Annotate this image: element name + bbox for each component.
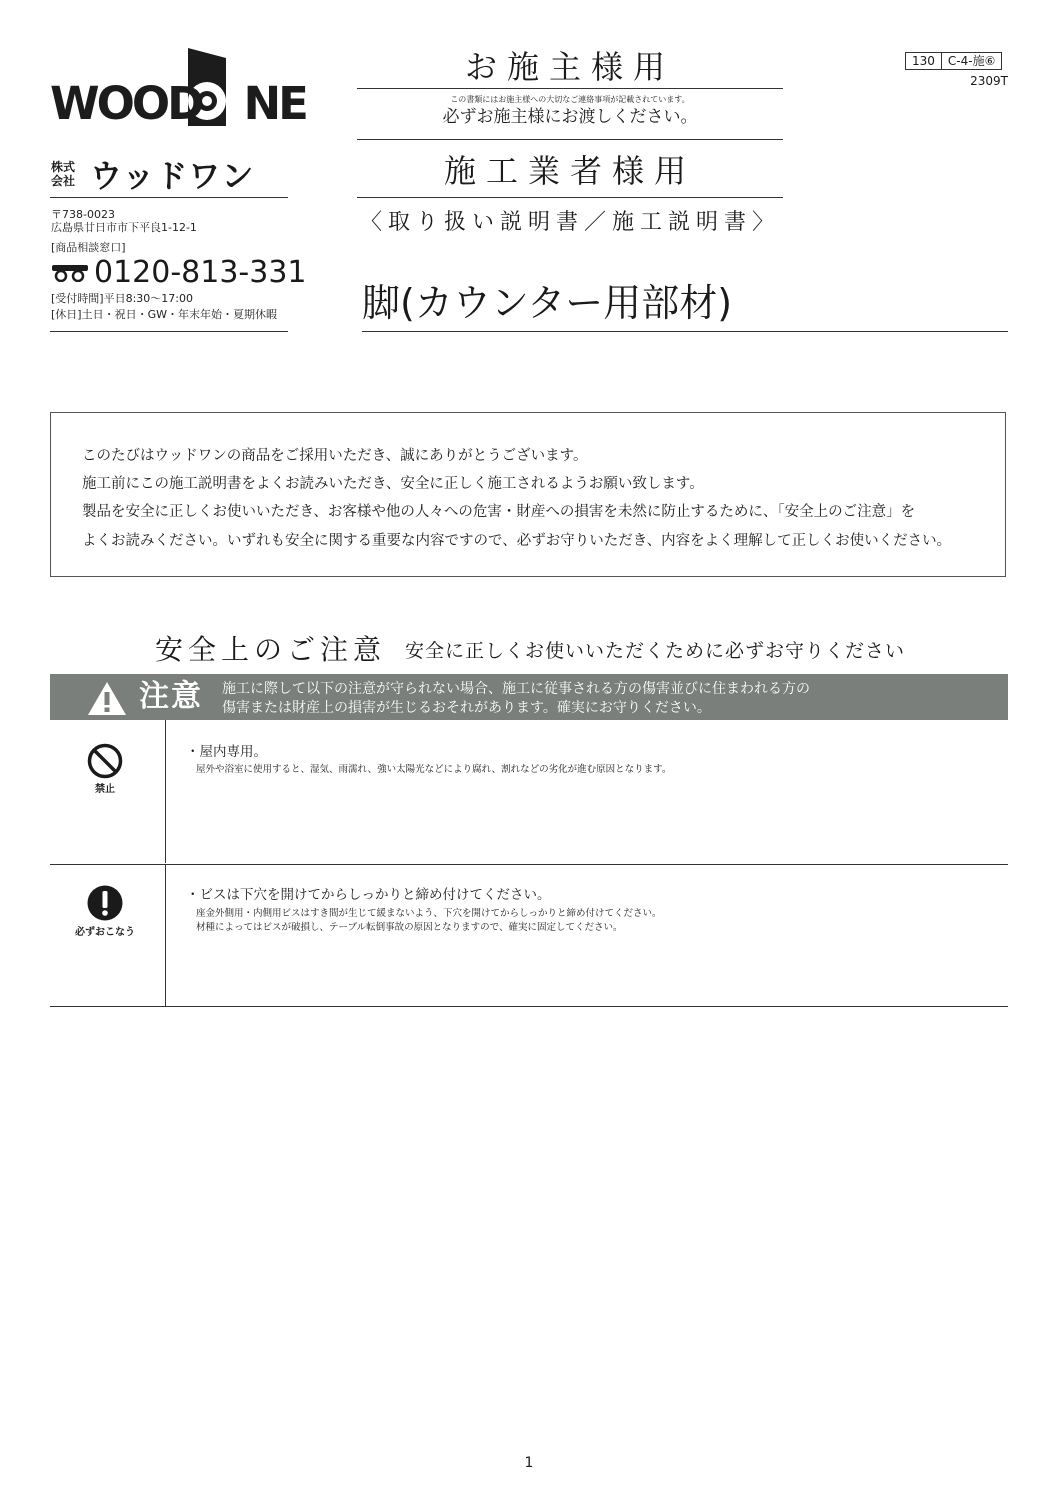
for-owner-title: お施主様用 <box>464 48 675 86</box>
intro-line: 施工前にこの施工説明書をよくお読みいただき、安全に正しく施工されるようお願い致します。 <box>82 476 704 492</box>
safety-detail: 材種によってはビスが破損し、テーブル転倒事故の原因となりますので、確実に固定してください。 <box>196 922 623 933</box>
intro-line: よくお読みください。いずれも安全に関する重要な内容ですので、必ずお守りいただき、内容をよく理解して正しくお使いください。 <box>82 533 952 549</box>
caution-text: 施工に際して以下の注意が守られない場合、施工に従事される方の傷害並びに住まわれる方の <box>222 681 810 697</box>
product-title: 脚(カウンター用部材) <box>362 281 733 325</box>
row-divider <box>50 1006 1008 1007</box>
free-dial-icon <box>51 264 89 282</box>
divider <box>357 88 783 89</box>
row-divider <box>50 864 1008 865</box>
table-divider <box>165 864 166 1006</box>
safety-item: ・ビスは下穴を開けてからしっかりと締め付けてください。 <box>186 887 551 903</box>
code-number: 130 <box>912 54 935 68</box>
divider <box>50 331 288 332</box>
divider <box>357 139 783 140</box>
street-address: 広島県廿日市市下平良1-12-1 <box>51 221 197 234</box>
company-name: ウッドワン <box>90 157 255 195</box>
phone-number[interactable]: 0120-813-331 <box>94 255 307 290</box>
document-type: 〈取り扱い説明書／施工説明書〉 <box>359 210 780 235</box>
divider <box>357 197 783 198</box>
mandatory-label: 必ずおこなう <box>75 927 135 938</box>
document-code-box <box>905 52 1002 70</box>
intro-line: 製品を安全に正しくお使いいただき、お客様や他の人々への危害・財産への損害を未然に防止するために、「安全上のご注意」を <box>82 504 916 520</box>
holidays: [休日]土日・祝日・GW・年末年始・夏期休暇 <box>51 308 277 321</box>
business-hours: [受付時間]平日8:30〜17:00 <box>51 292 193 305</box>
warning-icon <box>87 680 127 716</box>
caution-text: 傷害または財産上の損害が生じるおそれがあります。確実にお守りください。 <box>222 700 711 716</box>
safety-detail: 屋外や浴室に使用すると、湿気、雨濡れ、強い太陽光などにより腐れ、割れなどの劣化が進む原因となります。 <box>196 764 672 775</box>
table-divider <box>165 720 166 863</box>
intro-box <box>50 412 1006 577</box>
owner-note-small: この書類にはお施主様への大切なご連絡事項が記載されています。 <box>450 95 690 104</box>
inquiry-label: [商品相談窓口] <box>51 241 126 254</box>
safety-item: ・屋内専用。 <box>186 744 267 760</box>
page-number: 1 <box>524 1455 534 1471</box>
owner-note: 必ずお施主様にお渡しください。 <box>442 107 698 127</box>
logo-slab-cut <box>188 48 226 58</box>
safety-detail: 座金外側用・内側用ビスはすき間が生じて緩まないよう、下穴を開けてからしっかりと締め付けてください。 <box>196 908 662 919</box>
company-prefix: 株式会社 <box>51 160 76 188</box>
divider <box>50 197 288 198</box>
safety-heading: 安全上のご注意 <box>155 633 387 666</box>
prohibited-label: 禁止 <box>95 784 115 795</box>
divider <box>362 331 1008 332</box>
mandatory-icon <box>86 884 124 922</box>
intro-line: このたびはウッドワンの商品をご採用いただき、誠にありがとうございます。 <box>82 448 588 464</box>
code-id: C-4-施⑥ <box>941 53 1001 69</box>
for-installer-title: 施工業者様用 <box>443 152 696 190</box>
prohibited-icon <box>86 742 124 780</box>
caution-label: 注意 <box>139 679 203 714</box>
safety-subheading: 安全に正しくお使いいただくために必ずお守りください <box>405 640 906 662</box>
brand-logo: WOOD NE <box>50 77 306 130</box>
postal-code: 〒738-0023 <box>51 208 115 221</box>
code-revision: 2309T <box>970 74 1008 88</box>
